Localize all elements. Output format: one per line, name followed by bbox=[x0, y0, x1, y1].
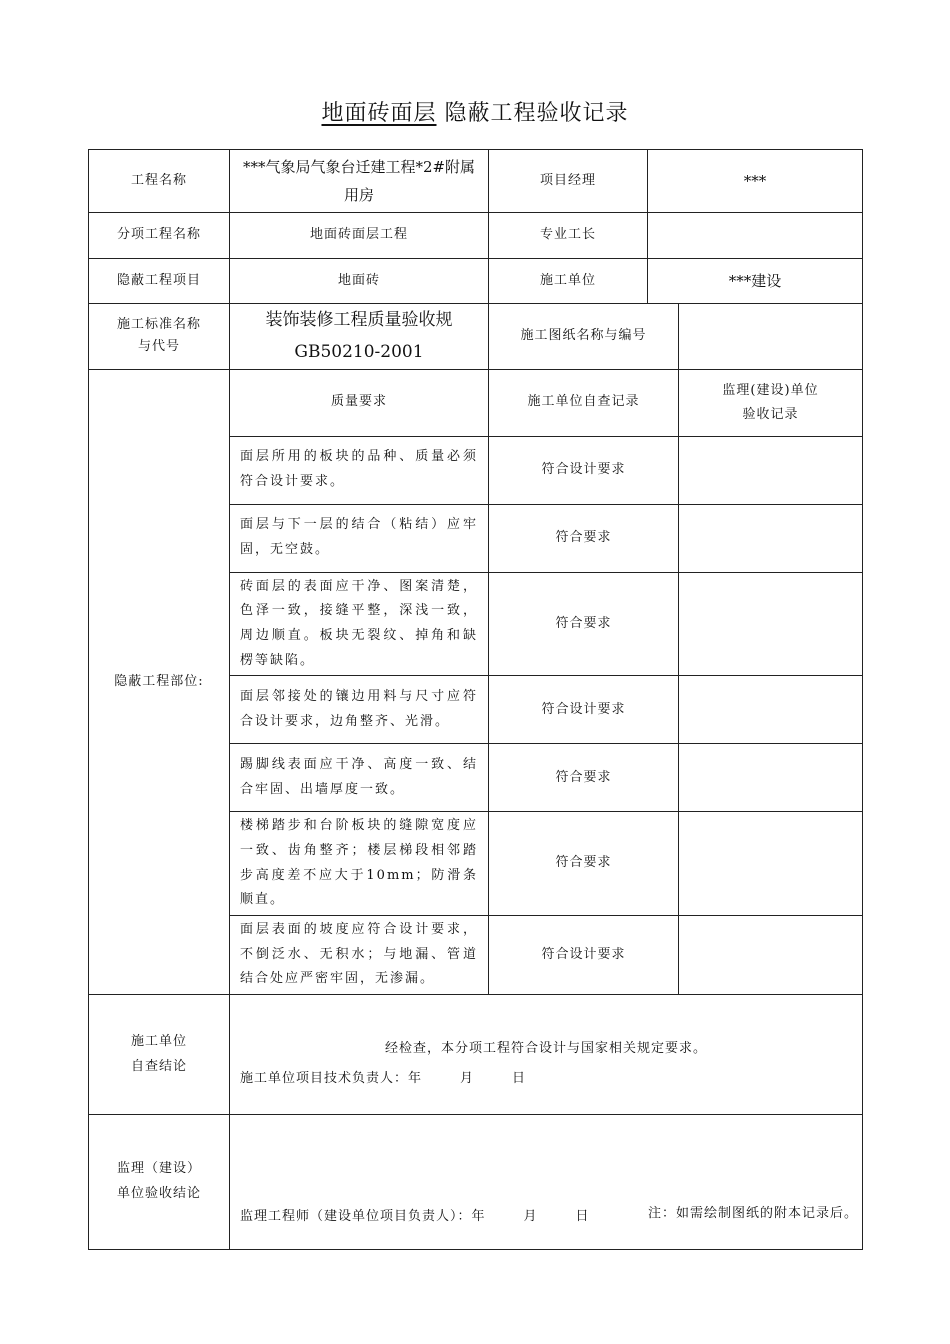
standard-value-line2: GB50210-2001 bbox=[294, 342, 424, 363]
project-name-value[interactable]: ***气象局气象台迁建工程*2#附属用房 bbox=[230, 150, 489, 213]
self-signer-label: 施工单位项目技术负责人： bbox=[240, 1071, 409, 1087]
supervision-conclusion-cell[interactable] bbox=[230, 1115, 863, 1250]
check-row-requirement: 砖面层的表面应干净、图案清楚，色泽一致，接缝平整，深浅一致，周边顺直。板块无裂纹、掉角和缺楞等缺陷。 bbox=[230, 572, 489, 676]
check-row-supervision-record[interactable] bbox=[679, 916, 863, 995]
drawing-label: 施工图纸名称与编号 bbox=[489, 304, 679, 370]
self-month-label: 月 bbox=[460, 1071, 475, 1087]
self-conclusion-label-line2: 自查结论 bbox=[130, 1058, 187, 1074]
check-row-requirement: 面层与下一层的结合（粘结）应牢固，无空鼓。 bbox=[230, 504, 489, 572]
check-row-self-record[interactable]: 符合要求 bbox=[489, 504, 679, 572]
check-row-requirement: 面层表面的坡度应符合设计要求，不倒泛水、无积水；与地漏、管道结合处应严密牢固，无渗漏。 bbox=[230, 916, 489, 995]
supervision-conclusion-label-line1: 监理（建设） bbox=[116, 1161, 201, 1177]
row-subitem bbox=[89, 213, 863, 259]
col-supervision-line1: 监理(建设)单位 bbox=[722, 382, 819, 398]
row-hidden-item bbox=[89, 259, 863, 304]
check-row-supervision-record[interactable] bbox=[679, 812, 863, 916]
check-row-requirement: 楼梯踏步和台阶板块的缝隙宽度应一致、齿角整齐；楼层梯段相邻踏步高度差不应大于10mm；防滑条顺直。 bbox=[230, 812, 489, 916]
supervision-conclusion-label-line2: 单位验收结论 bbox=[116, 1186, 201, 1202]
check-row-requirement: 面层邻接处的镶边用料与尺寸应符合设计要求，边角整齐、光滑。 bbox=[230, 676, 489, 744]
standard-label bbox=[89, 304, 230, 370]
contractor-label: 施工单位 bbox=[489, 259, 648, 304]
foreman-label: 专业工长 bbox=[489, 213, 648, 259]
standard-label-line2: 与代号 bbox=[137, 339, 180, 355]
self-conclusion-text: 经检查，本分项工程符合设计与国家相关规定要求。 bbox=[384, 1041, 707, 1057]
self-conclusion-label bbox=[89, 995, 230, 1115]
check-row-self-record[interactable]: 符合设计要求 bbox=[489, 676, 679, 744]
row-standard bbox=[89, 304, 863, 370]
contractor-value[interactable]: ***建设 bbox=[648, 259, 863, 304]
col-supervision-header bbox=[679, 369, 863, 436]
check-row-self-record[interactable]: 符合设计要求 bbox=[489, 916, 679, 995]
self-day-label: 日 bbox=[512, 1071, 527, 1087]
manager-label: 项目经理 bbox=[489, 150, 648, 213]
row-check-header bbox=[89, 369, 863, 436]
row-project bbox=[89, 150, 863, 213]
record-table bbox=[88, 149, 863, 1250]
col-supervision-line2: 验收记录 bbox=[742, 406, 799, 422]
check-row-supervision-record[interactable] bbox=[679, 504, 863, 572]
check-row-self-record[interactable]: 符合设计要求 bbox=[489, 436, 679, 504]
title-underlined: 地面砖面层 bbox=[321, 101, 437, 126]
self-conclusion-cell[interactable] bbox=[230, 995, 863, 1115]
subitem-value[interactable]: 地面砖面层工程 bbox=[230, 213, 489, 259]
drawing-value[interactable] bbox=[679, 304, 863, 370]
check-row-self-record[interactable]: 符合要求 bbox=[489, 572, 679, 676]
footnote: 注：如需绘制图纸的附本记录后。 bbox=[647, 1206, 858, 1221]
check-row-requirement: 踢脚线表面应干净、高度一致、结合牢固、出墙厚度一致。 bbox=[230, 744, 489, 812]
supervision-signer-label: 监理工程师（建设单位项目负责人）： bbox=[240, 1209, 472, 1225]
row-supervision-conclusion bbox=[89, 1115, 863, 1250]
self-conclusion-label-line1: 施工单位 bbox=[130, 1033, 187, 1049]
supervision-conclusion-signature bbox=[240, 1205, 590, 1230]
supervision-month-label: 月 bbox=[523, 1209, 538, 1225]
standard-value-line1: 装饰装修工程质量验收规 bbox=[265, 310, 453, 330]
hidden-section-label: 隐蔽工程部位: bbox=[89, 369, 230, 995]
self-year-label: 年 bbox=[408, 1071, 423, 1087]
standard-label-line1: 施工标准名称 bbox=[116, 317, 201, 333]
supervision-year-label: 年 bbox=[471, 1209, 486, 1225]
foreman-value[interactable] bbox=[648, 213, 863, 259]
standard-value[interactable] bbox=[230, 304, 489, 370]
manager-value[interactable]: *** bbox=[648, 150, 863, 213]
check-row-self-record[interactable]: 符合要求 bbox=[489, 744, 679, 812]
supervision-day-label: 日 bbox=[575, 1209, 590, 1225]
col-quality-header: 质量要求 bbox=[230, 369, 489, 436]
row-self-conclusion bbox=[89, 995, 863, 1115]
supervision-conclusion-label bbox=[89, 1115, 230, 1250]
hidden-item-label: 隐蔽工程项目 bbox=[89, 259, 230, 304]
check-row-requirement: 面层所用的板块的品种、质量必须符合设计要求。 bbox=[230, 436, 489, 504]
page-title bbox=[0, 96, 950, 127]
title-rest: 隐蔽工程验收记录 bbox=[444, 101, 629, 126]
hidden-item-value[interactable]: 地面砖 bbox=[230, 259, 489, 304]
check-row-supervision-record[interactable] bbox=[679, 572, 863, 676]
project-name-label: 工程名称 bbox=[89, 150, 230, 213]
subitem-label: 分项工程名称 bbox=[89, 213, 230, 259]
self-conclusion-signature bbox=[240, 1067, 526, 1092]
check-row-supervision-record[interactable] bbox=[679, 744, 863, 812]
col-self-header: 施工单位自查记录 bbox=[489, 369, 679, 436]
check-row-supervision-record[interactable] bbox=[679, 436, 863, 504]
check-row-supervision-record[interactable] bbox=[679, 676, 863, 744]
check-row-self-record[interactable]: 符合要求 bbox=[489, 812, 679, 916]
